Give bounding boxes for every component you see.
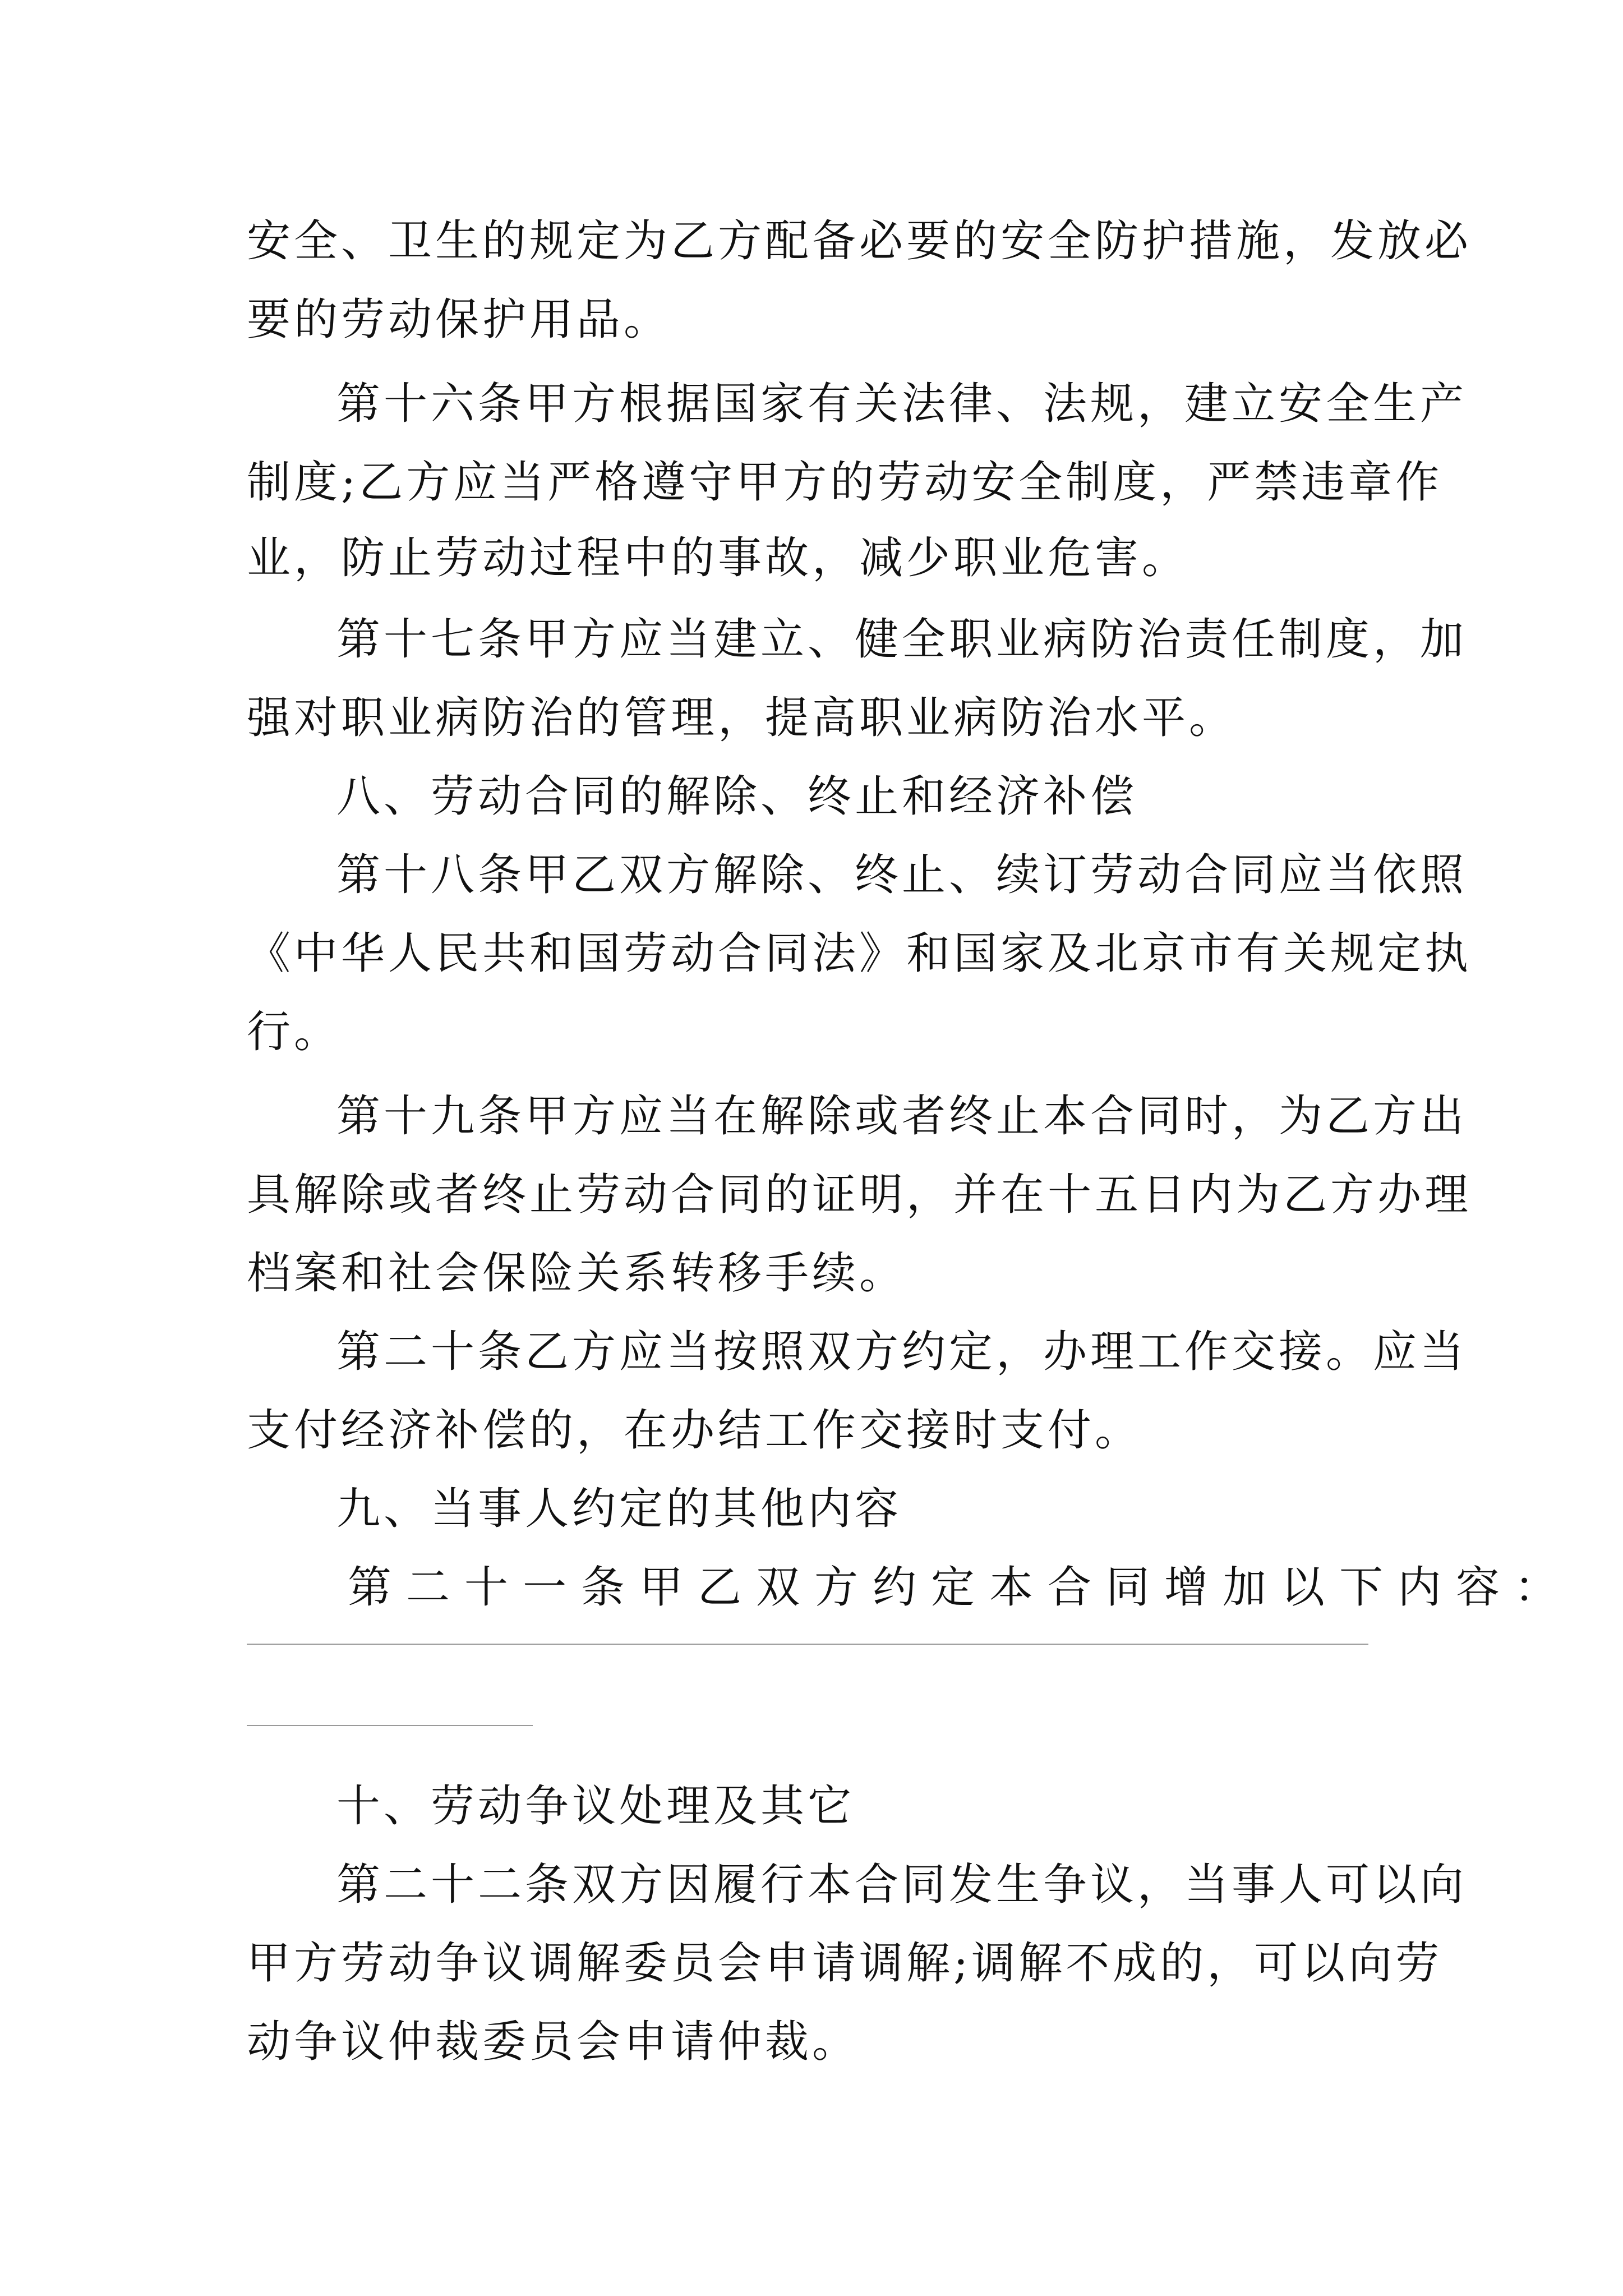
paragraph-line: 安全、卫生的规定为乙方配备必要的安全防护措施，发放必 bbox=[247, 216, 1472, 266]
article-16-line: 制度;乙方应当严格遵守甲方的劳动安全制度，严禁违章作 bbox=[247, 457, 1443, 508]
article-18-line: 第十八条甲乙双方解除、终止、续订劳动合同应当依照 bbox=[336, 850, 1468, 900]
article-17-line: 第十七条甲方应当建立、健全职业病防治责任制度，加 bbox=[336, 614, 1468, 665]
article-16-line: 第十六条甲方根据国家有关法律、法规，建立安全生产 bbox=[336, 379, 1468, 429]
blank-fill-line bbox=[247, 1725, 533, 1726]
article-19-line: 档案和社会保险关系转移手续。 bbox=[247, 1248, 907, 1299]
article-20-line: 支付经济补偿的，在办结工作交接时支付。 bbox=[247, 1405, 1142, 1456]
article-19-line: 第十九条甲方应当在解除或者终止本合同时，为乙方出 bbox=[336, 1091, 1468, 1142]
section-heading-8: 八、劳动合同的解除、终止和经济补偿 bbox=[336, 771, 1138, 822]
article-19-line: 具解除或者终止劳动合同的证明，并在十五日内为乙方办理 bbox=[247, 1170, 1472, 1220]
article-16-line: 业，防止劳动过程中的事故，减少职业危害。 bbox=[247, 533, 1189, 583]
article-22-line: 动争议仲裁委员会申请仲裁。 bbox=[247, 2017, 860, 2067]
paragraph-line: 要的劳动保护用品。 bbox=[247, 295, 671, 345]
article-18-line: 行。 bbox=[247, 1007, 342, 1057]
article-18-line: 《中华人民共和国劳动合同法》和国家及北京市有关规定执 bbox=[247, 928, 1472, 979]
blank-fill-line bbox=[247, 1644, 1368, 1645]
article-20-line: 第二十条乙方应当按照双方约定，办理工作交接。应当 bbox=[336, 1327, 1468, 1377]
article-21-line: 第二十一条甲乙双方约定本合同增加以下内容： bbox=[348, 1562, 1573, 1613]
article-22-line: 甲方劳动争议调解委员会申请调解;调解不成的，可以向劳 bbox=[247, 1938, 1443, 1989]
section-heading-10: 十、劳动争议处理及其它 bbox=[336, 1781, 855, 1832]
article-22-line: 第二十二条双方因履行本合同发生争议，当事人可以向 bbox=[336, 1860, 1468, 1910]
article-17-line: 强对职业病防治的管理，提高职业病防治水平。 bbox=[247, 693, 1237, 743]
section-heading-9: 九、当事人约定的其他内容 bbox=[336, 1484, 902, 1534]
